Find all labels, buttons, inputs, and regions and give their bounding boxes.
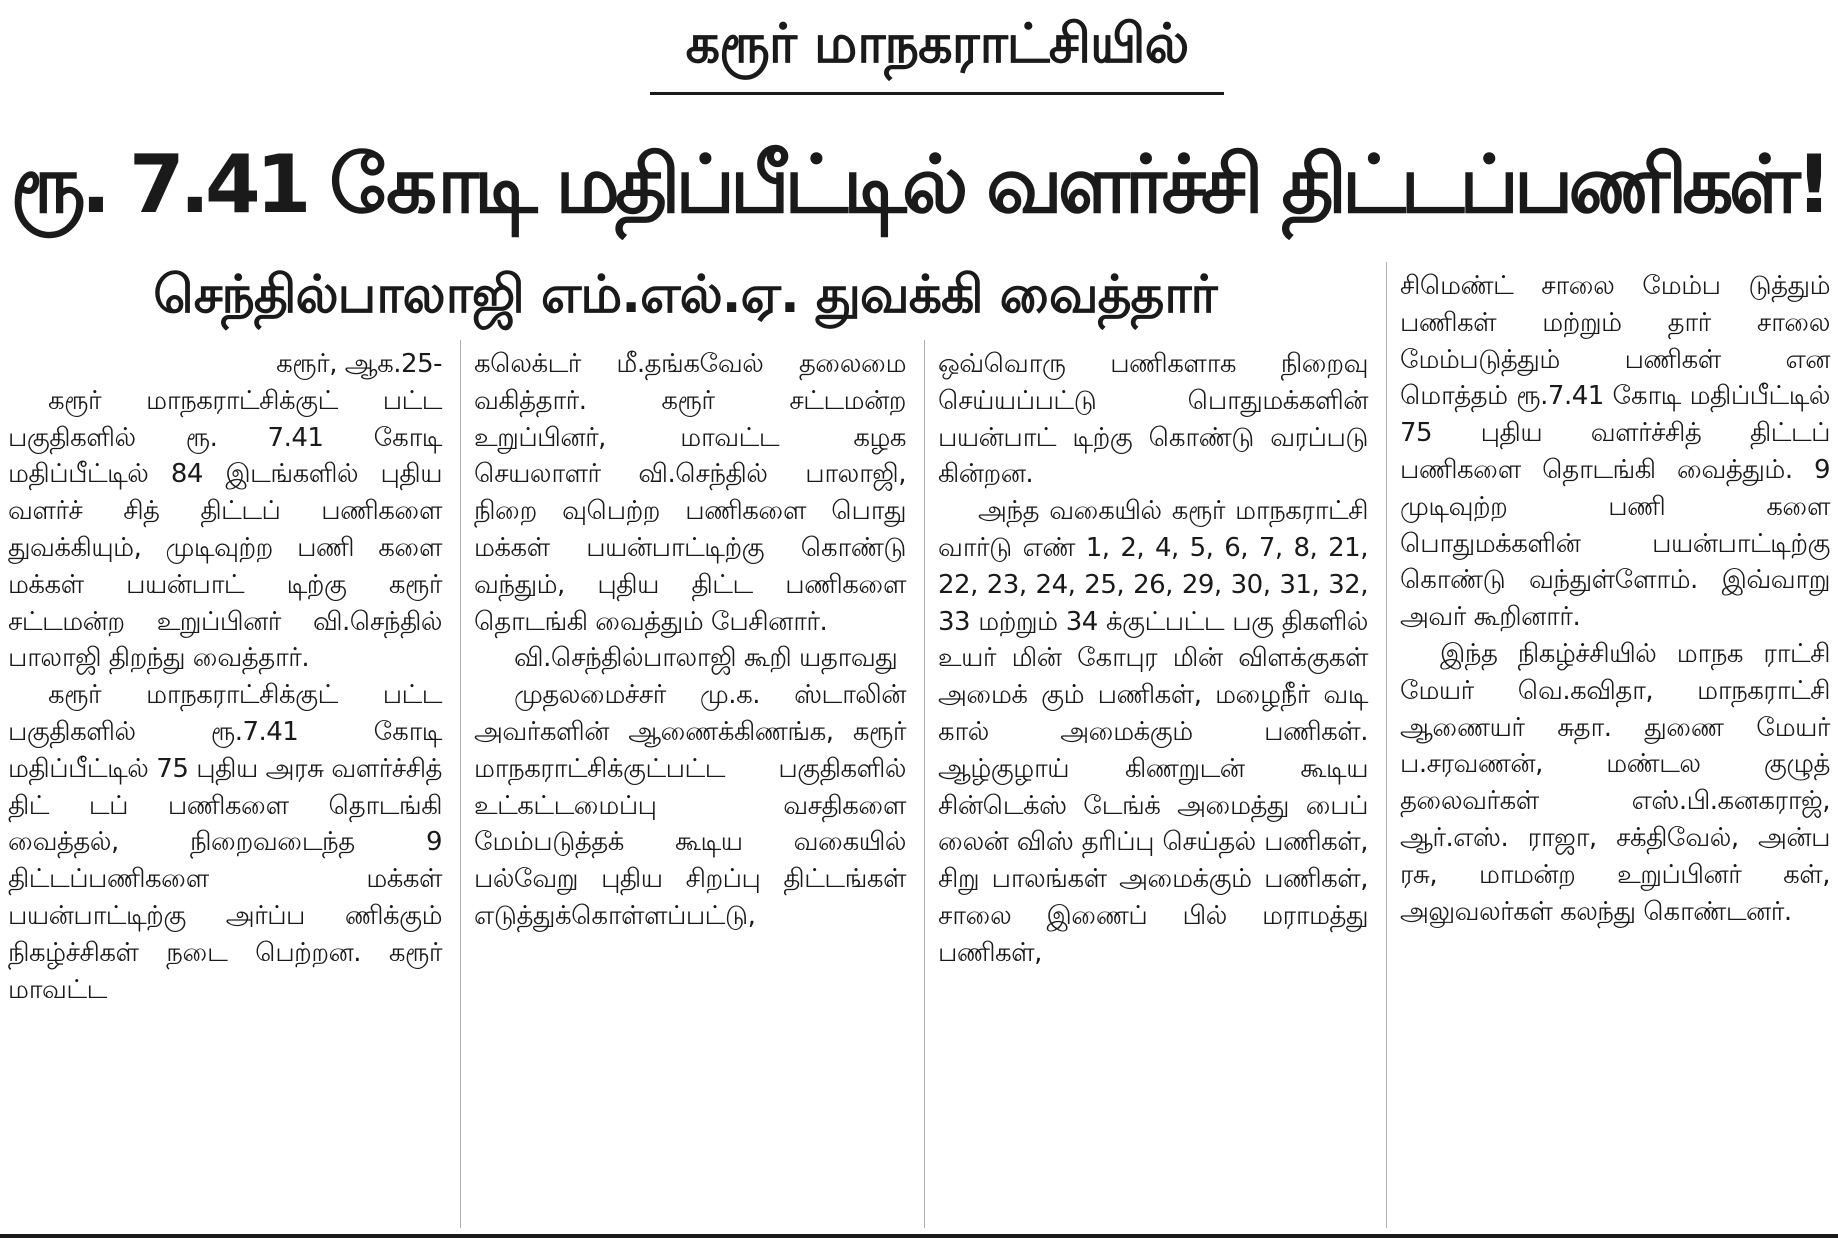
article-headline: ரூ. 7.41 கோடி மதிப்பீட்டில் வளர்ச்சி திட்டப்பணிகள்! xyxy=(10,138,1828,231)
paragraph: அந்த வகையில் கரூர் மாநகராட்சி வார்டு எண் 1, 2, 4, 5, 6, 7, 8, 21, 22, 23, 24, 25, 26, 29, 30, 31, 32, 33 மற்றும் 34 க்குட்பட்ட பகு திகளில் உயர் மின் கோபுர மின் விளக்குகள் அமைக் கும் பணிகள், மழைநீர் வடி கால் அமைக்கும் பணிகள். ஆழ்குழாய் கிணறுடன் கூடிய சின்டெக்ஸ் டேங்க் அமைத்து பைப் லைன் விஸ் தரிப்பு செய்தல் பணிகள், சிறு பாலங்கள் அமைக்கும் பணிகள், சாலை இணைப் பில் மராமத்து பணிகள், xyxy=(938,496,1368,968)
paragraph: சிமெண்ட் சாலை மேம்ப டுத்தும் பணிகள் மற்றும் தார் சாலை மேம்படுத்தும் பணிகள் என மொத்தம் ரூ.7.41 கோடி மதிப்பீட்டில் 75 புதிய வளர்ச்சித் திட்டப் பணிகளை தொடங்கி வைத்தும். 9 முடிவுற்ற பணி களை பொதுமக்களின் பயன்பாட்டிற்கு கொண்டு வந்துள்ளோம். இவ்வாறு அவர் கூறினார். xyxy=(1400,271,1830,633)
article-subheadline: செந்தில்பாலாஜி எம்.எல்.ஏ. துவக்கி வைத்தார் xyxy=(153,265,1217,325)
dateline: கரூர், ஆக.25- xyxy=(276,349,442,379)
column-divider xyxy=(924,340,925,1228)
paragraph: கரூர் மாநகராட்சிக்குட் பட்ட பகுதிகளில் ரூ.7.41 கோடி மதிப்பீட்டில் 75 புதிய அரசு வளர்ச்சித் திட் டப் பணிகளை தொடங்கி வைத்தல், நிறைவடைந்த 9 திட்டப்பணிகளை மக்கள் பயன்பாட்டிற்கு அர்ப்ப ணிக்கும் நிகழ்ச்சிகள் நடை பெற்றன. கரூர் மாவட்ட xyxy=(8,680,442,1005)
paragraph: ஒவ்வொரு பணிகளாக நிறைவு செய்யப்பட்டு பொதுமக்களின் பயன்பாட் டிற்கு கொண்டு வரப்படு கின்றன. xyxy=(938,349,1368,490)
paragraph: முதலமைச்சர் மு.க. ஸ்டாலின் அவர்களின் ஆணைக்கிணங்க, கரூர் மாநகராட்சிக்குட்பட்ட பகுதிகளில் உட்கட்டமைப்பு வசதிகளை மேம்படுத்தக் கூடிய வகையில் பல்வேறு புதிய சிறப்பு திட்டங்கள் எடுத்துக்கொள்ளப்பட்டு, xyxy=(474,680,906,931)
paragraph: கலெக்டர் மீ.தங்கவேல் தலைமை வகித்தார். கரூர் சட்டமன்ற உறுப்பினர், மாவட்ட கழக செயலாளர் வி.செந்தில் பாலாஜி, நிறை வுபெற்ற பணிகளை பொது மக்கள் பயன்பாட்டிற்கு கொண்டு வந்தும், புதிய திட்ட பணிகளை தொடங்கி வைத்தும் பேசினார். xyxy=(474,349,906,637)
column-divider xyxy=(1386,262,1387,1228)
paragraph: இந்த நிகழ்ச்சியில் மாநக ராட்சி மேயர் வெ.கவிதா, மாநகராட்சி ஆணையர் சுதா. துணை மேயர் ப.சரவணன், மண்டல குழுத் தலைவர்கள் எஸ்.பி.கனகராஜ், ஆர்.எஸ். ராஜா, சக்திவேல், அன்ப ரசு, மாமன்ற உறுப்பினர் கள், அலுவலர்கள் கலந்து கொண்டனர். xyxy=(1400,638,1830,927)
article-column-4 xyxy=(1400,268,1830,930)
article-column-3 xyxy=(938,346,1368,972)
column-divider xyxy=(460,340,461,1228)
article-kicker: கரூர் மாநகராட்சியில் xyxy=(685,12,1189,75)
bottom-border-rule xyxy=(0,1234,1838,1238)
kicker-underline xyxy=(650,92,1224,95)
paragraph: வி.செந்தில்பாலாஜி கூறி யதாவது xyxy=(514,643,898,674)
paragraph: கரூர் மாநகராட்சிக்குட் பட்ட பகுதிகளில் ரூ. 7.41 கோடி மதிப்பீட்டில் 84 இடங்களில் புதிய வளர்ச் சித் திட்டப் பணிகளை துவக்கியும், முடிவுற்ற பணி களை மக்கள் பயன்பாட் டிற்கு கரூர் சட்டமன்ற உறுப்பினர் வி.செந்தில் பாலாஜி திறந்து வைத்தார். xyxy=(8,385,442,674)
article-column-1 xyxy=(8,346,442,1008)
article-column-2 xyxy=(474,346,906,935)
